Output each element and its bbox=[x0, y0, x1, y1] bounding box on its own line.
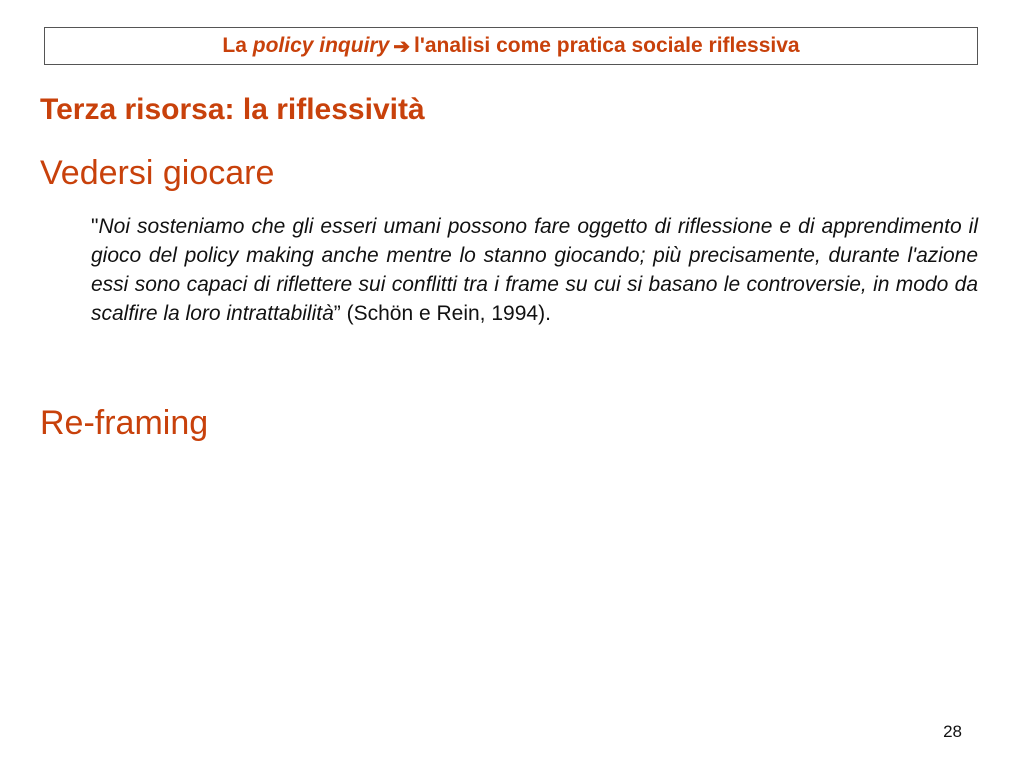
arrow-right-icon: ➔ bbox=[393, 35, 411, 58]
title-emphasis: policy inquiry bbox=[252, 34, 390, 57]
title-prefix: La bbox=[222, 34, 253, 57]
title-rest: l'analisi come pratica sociale riflessiva bbox=[414, 34, 800, 57]
page-number: 28 bbox=[943, 722, 962, 741]
quote-paragraph bbox=[91, 212, 978, 328]
subheading-vedersi-giocare: Vedersi giocare bbox=[40, 154, 275, 192]
quote-text: Noi sosteniamo che gli esseri umani possono fare oggetto di riflessione e di apprendimento il gioco del policy making anche mentre lo stanno giocando; più precisamente, durante l'azione essi sono capaci di riflettere sui conflitti tra i frame su cui si basano le controversie, in modo da scalfire la loro intrattabilità bbox=[91, 215, 978, 325]
subheading-re-framing: Re-framing bbox=[40, 404, 209, 442]
quote-open-mark: " bbox=[91, 215, 99, 238]
slide-title bbox=[44, 27, 978, 65]
main-heading: Terza risorsa: la riflessività bbox=[40, 93, 425, 126]
quote-citation: ” (Schön e Rein, 1994). bbox=[333, 302, 551, 325]
